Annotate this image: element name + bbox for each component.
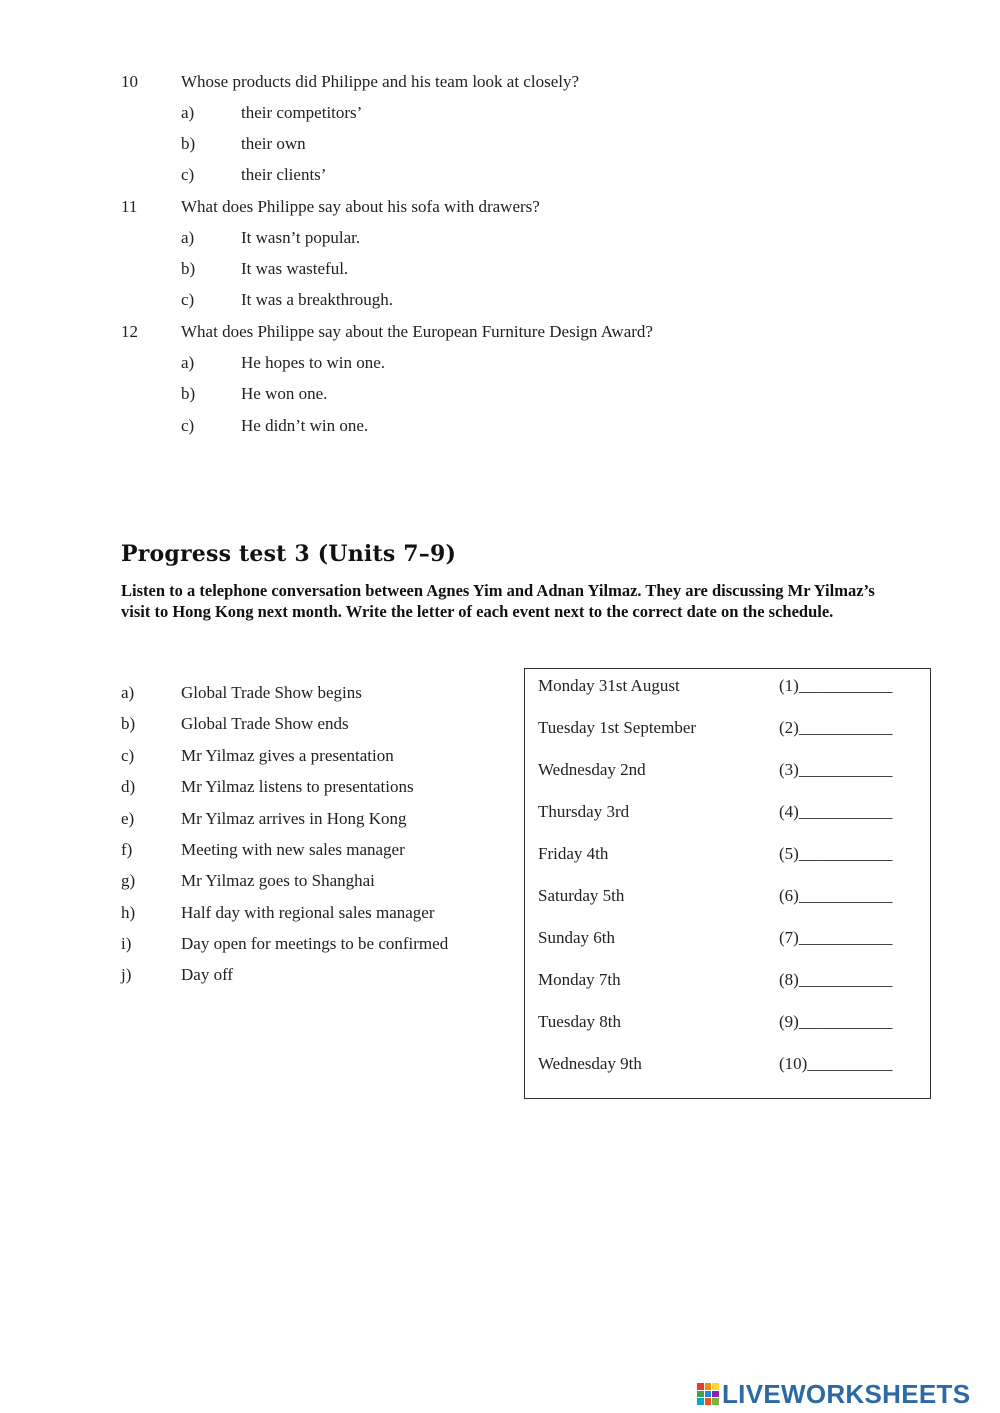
event-text: Global Trade Show begins	[181, 683, 362, 702]
schedule-date: Thursday 3rd	[538, 802, 630, 821]
event-text: Mr Yilmaz gives a presentation	[181, 746, 394, 765]
event-letter: j)	[121, 965, 132, 984]
event-text: Mr Yilmaz listens to presentations	[181, 777, 414, 796]
logo-grid-icon	[697, 1383, 719, 1405]
answer-blank-5[interactable]: (5)___________	[779, 844, 893, 863]
option-text: their competitors’	[241, 103, 363, 122]
option-text: It wasn’t popular.	[241, 228, 361, 247]
option-text: It was a breakthrough.	[241, 290, 394, 309]
option-letter: a)	[181, 103, 195, 122]
logo-square	[712, 1391, 719, 1398]
question-text: What does Philippe say about the European Furniture Design Award?	[181, 322, 653, 341]
liveworksheets-logo	[697, 1378, 970, 1410]
logo-square	[705, 1391, 712, 1398]
event-letter: f)	[121, 840, 133, 859]
logo-square	[705, 1398, 712, 1405]
answer-blank-9[interactable]: (9)___________	[779, 1012, 893, 1031]
option-letter: b)	[181, 384, 196, 403]
option-text: He hopes to win one.	[241, 353, 386, 372]
option-letter: c)	[181, 165, 195, 184]
question-number: 11	[121, 197, 138, 216]
answer-blank-2[interactable]: (2)___________	[779, 718, 893, 737]
option-letter: a)	[181, 228, 195, 247]
option-text: their own	[241, 134, 306, 153]
schedule-date: Wednesday 9th	[538, 1054, 642, 1073]
section-instructions: Listen to a telephone conversation between Agnes Yim and Adnan Yilmaz. They are discussing Mr Yilmaz’s visit to Hong Kong next month. Write the letter of each event next to the correct date on the schedule.	[121, 581, 875, 621]
logo-square	[712, 1398, 719, 1405]
schedule-date: Tuesday 1st September	[538, 718, 697, 737]
event-letter: g)	[121, 871, 136, 890]
logo-square	[697, 1391, 704, 1398]
option-text: He won one.	[241, 384, 328, 403]
question-text: What does Philippe say about his sofa with drawers?	[181, 197, 540, 216]
event-text: Day open for meetings to be confirmed	[181, 934, 449, 953]
answer-blank-8[interactable]: (8)___________	[779, 970, 893, 989]
schedule-date: Sunday 6th	[538, 928, 615, 947]
option-text: It was wasteful.	[241, 259, 349, 278]
brand-name: LIVEWORKSHEETS	[722, 1378, 971, 1409]
event-text: Meeting with new sales manager	[181, 840, 405, 859]
answer-blank-1[interactable]: (1)___________	[779, 676, 893, 695]
event-letter: b)	[121, 714, 136, 733]
option-letter: b)	[181, 259, 196, 278]
option-text: He didn’t win one.	[241, 416, 369, 435]
event-letter: e)	[121, 809, 135, 828]
answer-blank-10[interactable]: (10)__________	[779, 1054, 893, 1073]
schedule-date: Monday 31st August	[538, 676, 680, 695]
schedule-date: Friday 4th	[538, 844, 609, 863]
event-letter: c)	[121, 746, 135, 765]
event-text: Global Trade Show ends	[181, 714, 349, 733]
answer-blank-7[interactable]: (7)___________	[779, 928, 893, 947]
option-letter: a)	[181, 353, 195, 372]
logo-square	[697, 1383, 704, 1390]
option-letter: b)	[181, 134, 196, 153]
event-letter: a)	[121, 683, 135, 702]
event-letter: h)	[121, 903, 136, 922]
event-text: Day off	[181, 965, 234, 984]
event-letter: d)	[121, 777, 136, 796]
option-letter: c)	[181, 290, 195, 309]
option-text: their clients’	[241, 165, 327, 184]
schedule-date: Tuesday 8th	[538, 1012, 621, 1031]
question-number: 10	[121, 72, 138, 91]
section-title: Progress test 3 (Units 7–9)	[121, 541, 457, 567]
schedule-date: Saturday 5th	[538, 886, 625, 905]
answer-blank-3[interactable]: (3)___________	[779, 760, 893, 779]
event-text: Half day with regional sales manager	[181, 903, 435, 922]
answer-blank-4[interactable]: (4)___________	[779, 802, 893, 821]
schedule-date: Wednesday 2nd	[538, 760, 646, 779]
event-text: Mr Yilmaz arrives in Hong Kong	[181, 809, 407, 828]
schedule-date: Monday 7th	[538, 970, 621, 989]
question-text: Whose products did Philippe and his team look at closely?	[181, 72, 580, 91]
schedule-table	[524, 668, 931, 1099]
event-text: Mr Yilmaz goes to Shanghai	[181, 871, 375, 890]
answer-blank-6[interactable]: (6)___________	[779, 886, 893, 905]
option-letter: c)	[181, 416, 195, 435]
logo-square	[697, 1398, 704, 1405]
logo-square	[712, 1383, 719, 1390]
question-number: 12	[121, 322, 138, 341]
logo-square	[705, 1383, 712, 1390]
event-letter: i)	[121, 934, 132, 953]
